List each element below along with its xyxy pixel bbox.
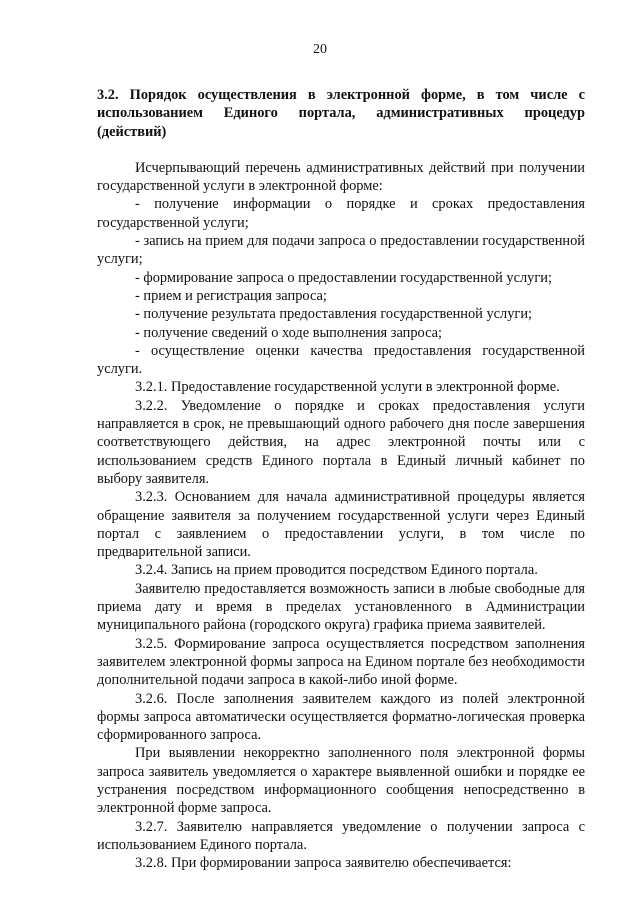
list-item: - формирование запроса о предоставлении государственной услуги; — [135, 269, 552, 286]
page-number: 20 — [313, 42, 327, 57]
paragraph: 3.2.2. Уведомление о порядке и сроках предоставления услуги направляется в срок, не превышающий одного рабочего дня после завершения соответствующего действия, на адрес электронной почты или с использованием средств Единого портала в Единый личный кабинет по выбору заявителя. — [97, 397, 585, 487]
paragraph: Заявителю предоставляется возможность записи в любые свободные для приема дату и время в пределах установленного в Администрации муниципального района (городского округа) графика приема заявителей. — [97, 580, 585, 634]
paragraph: 3.2.1. Предоставление государственной услуги в электронной форме. — [135, 379, 560, 396]
paragraph: Исчерпывающий перечень административных действий при получении государственной услуги в электронной форме: — [97, 159, 585, 195]
list-item: - получение сведений о ходе выполнения запроса; — [135, 324, 443, 341]
list-item: - получение результата предоставления государственной услуги; — [135, 306, 533, 323]
paragraph: 3.2.4. Запись на прием проводится посредством Единого портала. — [135, 562, 538, 579]
list-item: - запись на прием для подачи запроса о предоставлении государственной услуги; — [97, 233, 585, 268]
list-item: - получение информации о порядке и сроках предоставления государственной услуги; — [97, 196, 585, 231]
paragraph: 3.2.5. Формирование запроса осуществляется посредством заполнения заявителем электронной формы запроса на Едином портале без необходимости дополнительной подачи запроса в какой-либо иной форме. — [97, 635, 585, 689]
paragraph: При выявлении некорректно заполненного поля электронной формы запроса заявитель уведомляется о характере выявленной ошибки и порядке ее устранения посредством информационного сообщения непосредственно в электронной форме запроса. — [97, 745, 585, 817]
list-item: - прием и регистрация запроса; — [135, 287, 327, 304]
section-heading: 3.2. Порядок осуществления в электронной форме, в том числе с использованием Единого портала, административных процедур (действий) — [97, 87, 585, 140]
paragraph: 3.2.6. После заполнения заявителем каждого из полей электронной формы запроса автоматически осуществляется форматно-логическая проверка сформированного запроса. — [97, 690, 585, 744]
list-item: - осуществление оценки качества предоставления государственной услуги. — [97, 342, 585, 378]
paragraph: 3.2.3. Основанием для начала административной процедуры является обращение заявителя за получением государственной услуги через Единый портал с заявлением о предоставлении услуги, в том числе по предварительной записи. — [97, 489, 585, 561]
paragraph: 3.2.7. Заявителю направляется уведомление о получении запроса с использованием Единого портала. — [97, 818, 585, 853]
paragraph: 3.2.8. При формировании запроса заявителю обеспечивается: — [135, 855, 512, 872]
document-body — [97, 86, 585, 872]
